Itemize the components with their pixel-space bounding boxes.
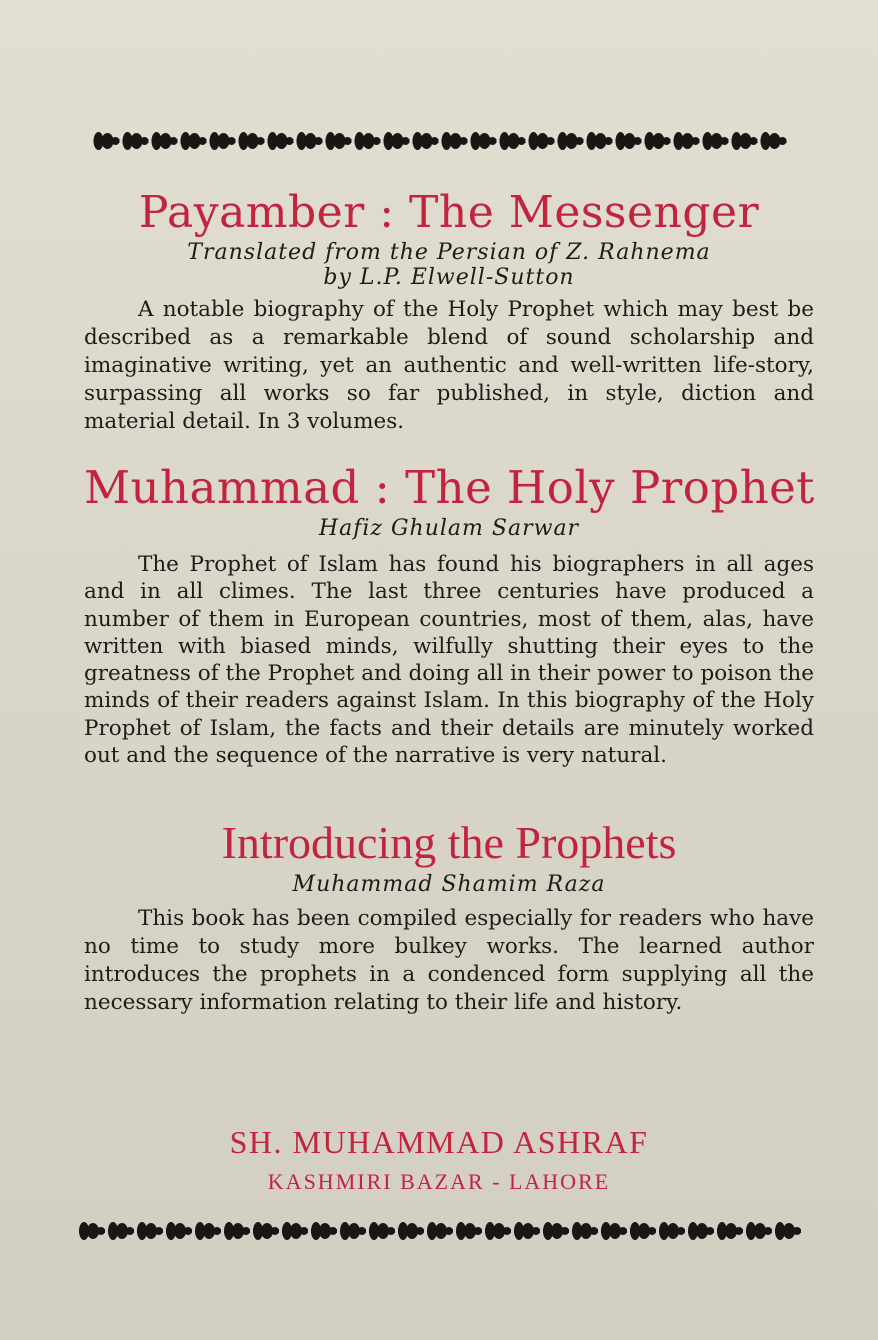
ornament-motif bbox=[558, 132, 584, 150]
ornament-motif bbox=[413, 132, 439, 150]
ornament-motif bbox=[746, 1222, 772, 1240]
ornament-motif bbox=[137, 1222, 163, 1240]
ornament-motif bbox=[369, 1222, 395, 1240]
ornament-motif bbox=[326, 132, 352, 150]
publisher-address: KASHMIRI BAZAR - LAHORE bbox=[267, 1169, 611, 1194]
ornament-motif bbox=[775, 1222, 801, 1240]
ornament-motif bbox=[645, 132, 671, 150]
ornament-border-icon bbox=[84, 126, 794, 156]
ornament-motif bbox=[703, 132, 729, 150]
ornament-motif bbox=[485, 1222, 511, 1240]
publisher-name: SH. MUHAMMAD ASHRAF bbox=[229, 1124, 649, 1160]
book-entry-payamber bbox=[84, 186, 814, 436]
ornament-motif bbox=[268, 132, 294, 150]
book-title: Payamber : The Messenger bbox=[138, 187, 760, 238]
ornament-motif bbox=[601, 1222, 627, 1240]
ornament-motif bbox=[732, 132, 758, 150]
ornament-motif bbox=[224, 1222, 250, 1240]
ornament-border-icon bbox=[64, 1216, 814, 1246]
ornament-motif bbox=[152, 132, 178, 150]
ornament-motif bbox=[659, 1222, 685, 1240]
ornament-motif bbox=[587, 132, 613, 150]
ornament-motif bbox=[456, 1222, 482, 1240]
book-description-text: A notable biography of the Holy Prophet which may best be described as a remarkable blend of sound scholarship and imaginative writing, yet an authentic and well-written life-story, surpassing all works so far published, in style, diction and material detail. In 3 volumes. bbox=[84, 297, 814, 434]
ornament-motif bbox=[674, 132, 700, 150]
ornament-motif bbox=[123, 132, 149, 150]
book-description bbox=[84, 905, 814, 1017]
ornament-motif bbox=[340, 1222, 366, 1240]
book-description-text: This book has been compiled especially for readers who have no time to study more bulkey works. The learned author introduces the prophets in a condenced form supplying all the necessary information relating to their life and history. bbox=[84, 906, 814, 1015]
ornament-motif bbox=[108, 1222, 134, 1240]
ornament-motif bbox=[398, 1222, 424, 1240]
ornament-motif bbox=[253, 1222, 279, 1240]
ornament-motif bbox=[630, 1222, 656, 1240]
ornament-motif bbox=[543, 1222, 569, 1240]
ornament-motif bbox=[500, 132, 526, 150]
book-subtitle: Translated from the Persian of Z. Rahnema bbox=[187, 240, 711, 265]
ornament-motif bbox=[195, 1222, 221, 1240]
ornament-motif bbox=[210, 132, 236, 150]
book-title: Introducing the Prophets bbox=[221, 817, 677, 868]
ornament-motif bbox=[688, 1222, 714, 1240]
ornament-motif bbox=[761, 132, 787, 150]
ornament-motif bbox=[311, 1222, 337, 1240]
book-author: Hafiz Ghulam Sarwar bbox=[318, 516, 580, 541]
book-description-text: The Prophet of Islam has found his biographers in all ages and in all climes. The last three centuries have produced a number of them in European countries, most of them, alas, have written with biased minds, wilfully shutting their eyes to the greatness of the Prophet and doing all in their power to poison the minds of their readers against Islam. In this biography of the Holy Prophet of Islam, the facts and their details are minutely worked out and the sequence of the narrative is very natural. bbox=[84, 552, 814, 769]
ornament-motif bbox=[471, 132, 497, 150]
ornament-motif bbox=[616, 132, 642, 150]
book-title: Muhammad : The Holy Prophet bbox=[84, 461, 815, 514]
book-entry-muhammad bbox=[84, 460, 814, 769]
book-description bbox=[84, 296, 814, 436]
ornament-motif bbox=[717, 1222, 743, 1240]
ornament-motif bbox=[529, 132, 555, 150]
ornament-motif bbox=[427, 1222, 453, 1240]
bottom-ornament-border bbox=[0, 1216, 878, 1246]
ornament-motif bbox=[442, 132, 468, 150]
ornament-motif bbox=[181, 132, 207, 150]
ornament-motif bbox=[514, 1222, 540, 1240]
ornament-motif bbox=[282, 1222, 308, 1240]
book-author: Muhammad Shamim Raza bbox=[292, 872, 606, 897]
book-description bbox=[84, 551, 814, 769]
ornament-motif bbox=[79, 1222, 105, 1240]
ornament-motif bbox=[384, 132, 410, 150]
book-entry-introducing bbox=[84, 814, 814, 1017]
ornament-motif bbox=[355, 132, 381, 150]
top-ornament-border bbox=[0, 126, 878, 156]
ornament-motif bbox=[94, 132, 120, 150]
ornament-motif bbox=[572, 1222, 598, 1240]
ornament-motif bbox=[297, 132, 323, 150]
book-byline: by L.P. Elwell-Sutton bbox=[323, 265, 575, 290]
ornament-motif bbox=[166, 1222, 192, 1240]
publisher-block bbox=[0, 1124, 878, 1195]
ornament-motif bbox=[239, 132, 265, 150]
